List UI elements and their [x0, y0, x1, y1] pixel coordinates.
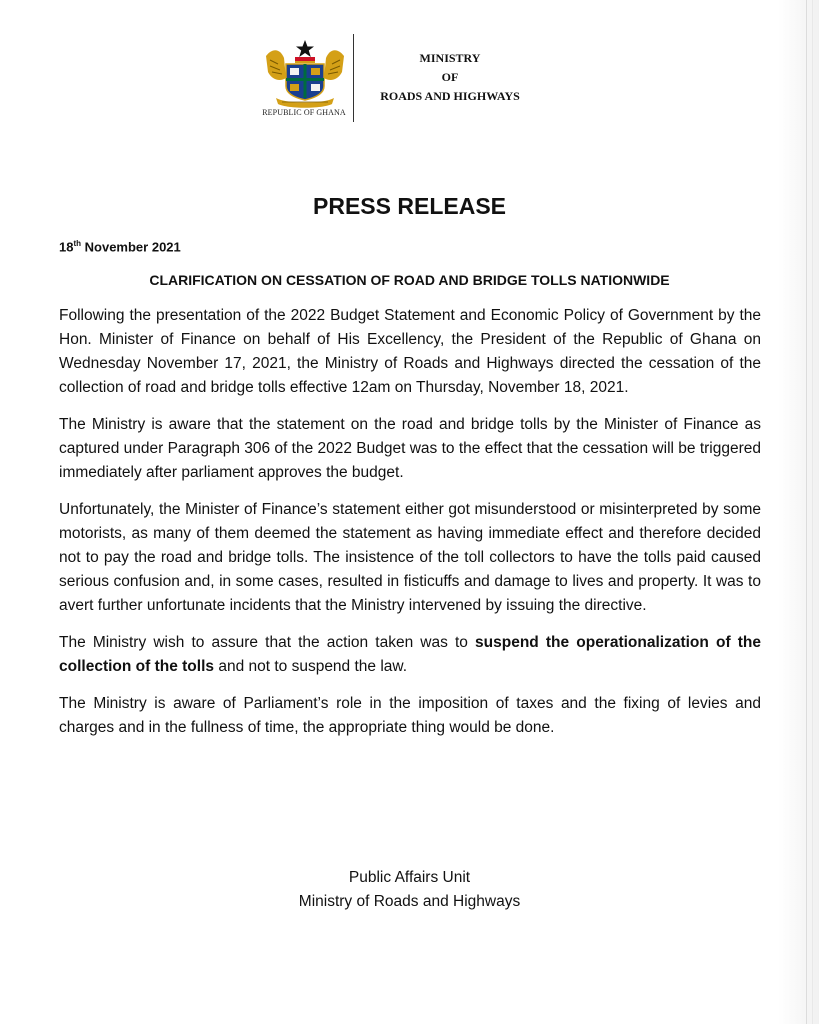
document-title: PRESS RELEASE: [313, 193, 506, 219]
paragraph-4-end: and not to suspend the law.: [214, 658, 408, 675]
crest-caption: REPUBLIC OF GHANA: [262, 108, 346, 117]
body-paragraph: The Ministry is aware that the statement on the road and bridge tolls by the Minister of Finance as captured under Paragraph 306 of the 2022 Budget was to the effect that the cessation will be triggered immediately after parliament approves the budget.: [59, 416, 761, 481]
paragraph-4-emphasis: suspend the operationalization of the collection of the tolls: [59, 634, 761, 675]
release-body: [59, 304, 761, 753]
body-paragraph: Unfortunately, the Minister of Finance’s statement either got misunderstood or misinterpreted by some motorists, as many of them deemed the statement as having immediate effect and therefore decided not to pay the road and bridge tolls. The insistence of the toll collectors to have the tolls paid caused serious confusion and, in some cases, resulted in fisticuffs and damage to lives and property. It was to avert further unfortunate incidents that the Ministry intervened by issuing the directive.: [59, 501, 761, 614]
ministry-line-3: ROADS AND HIGHWAYS: [380, 89, 520, 103]
date-rest: November 2021: [81, 239, 181, 255]
date-suffix: th: [73, 239, 82, 248]
body-paragraph: Following the presentation of the 2022 Budget Statement and Economic Policy of Government by the Hon. Minister of Finance on behalf of His Excellency, the President of the Republic of Ghana on Wednesday November 17, 2021, the Ministry of Roads and Highways directed the cessation of the collection of road and bridge tolls effective 12am on Thursday, November 18, 2021.: [59, 307, 761, 396]
release-subject: CLARIFICATION ON CESSATION OF ROAD AND BRIDGE TOLLS NATIONWIDE: [149, 272, 670, 288]
date-day: 18: [59, 239, 74, 255]
body-paragraph: The Ministry is aware of Parliament’s role in the imposition of taxes and the fixing of levies and charges and in the fullness of time, the appropriate thing would be done.: [59, 695, 761, 736]
ministry-name: [360, 49, 540, 106]
signoff-unit: Public Affairs Unit: [348, 869, 471, 886]
ministry-line-1: MINISTRY: [419, 51, 481, 65]
signoff-ministry: Ministry of Roads and Highways: [298, 893, 521, 910]
ghana-coat-of-arms-icon: [262, 38, 348, 110]
ministry-line-2: OF: [441, 70, 459, 84]
letterhead-divider: [353, 34, 354, 122]
signoff-block: [0, 866, 819, 914]
paragraph-4-start: The Ministry wish to assure that the action taken was to: [59, 634, 476, 651]
release-date: [59, 239, 181, 254]
body-paragraph: [59, 631, 761, 679]
